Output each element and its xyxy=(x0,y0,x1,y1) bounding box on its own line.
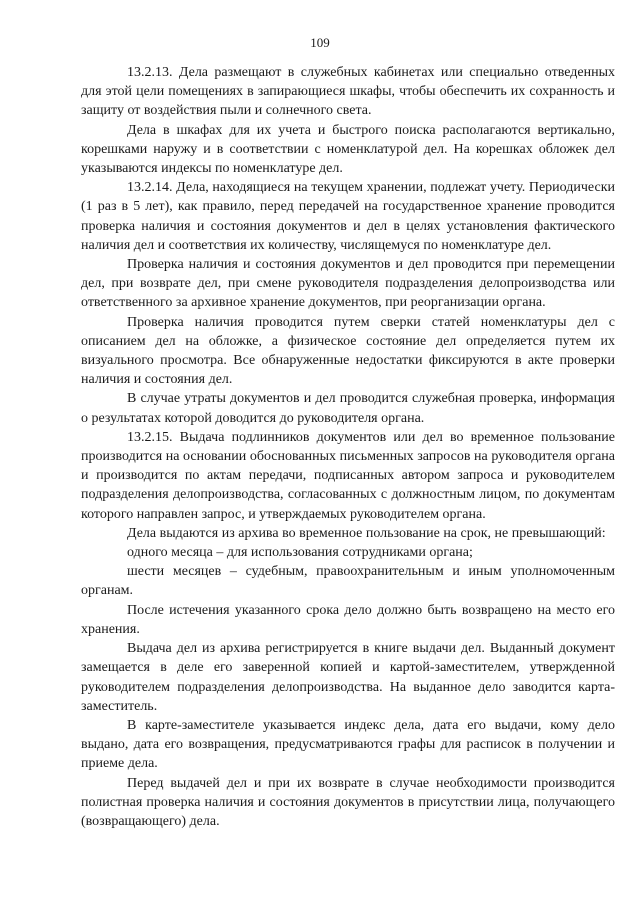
paragraph-shelving: Дела в шкафах для их учета и быстрого поиска располагаются вертикально, корешками наружу и в соответствии с номенклатурой дел. На корешках обложек дел указываются индексы по номенклатуре дел. xyxy=(81,122,615,177)
paragraph-13-2-15: 13.2.15. Выдача подлинников документов или дел во временное пользование производится на основании обоснованных письменных запросов на руководителя органа и производится по актам передачи, подписанных автором запроса и руководителем подразделения делопроизводства, согласованных с должностным лицом, по документам которого направлен запрос, и утверждаемых руководителем органа. xyxy=(81,429,615,522)
paragraph-one-month: одного месяца – для использования сотрудниками органа; xyxy=(127,545,473,561)
document-body xyxy=(81,63,615,831)
paragraph-13-2-14: 13.2.14. Дела, находящиеся на текущем хранении, подлежат учету. Периодически (1 раз в 5 лет), как правило, перед передачей на государственное хранение проводится проверка наличия и состояния документов и дел в целях установления фактического наличия дел и соответствия их количеству, числящемуся по номенклатуре дел. xyxy=(81,180,615,253)
paragraph-check-method: Проверка наличия проводится путем сверки статей номенклатуры дел с описанием дел на обложке, а физическое состояние дел определяется путем их визуального просмотра. Все обнаруженные недостатки фиксируются в акте проверки наличия и состояния дел. xyxy=(81,314,615,388)
paragraph-check-cases: Проверка наличия и состояния документов и дел проводится при перемещении дел, при возврате дел, при смене руководителя подразделения делопроизводства или ответственного за архивное хранение документов, при реорганизации органа. xyxy=(81,257,615,311)
page-number: 109 xyxy=(310,35,330,50)
paragraph-13-2-13: 13.2.13. Дела размещают в служебных кабинетах или специально отведенных для этой цели помещениях в запирающиеся шкафы, чтобы обеспечить их сохранность и защиту от воздействия пыли и солнечного света. xyxy=(81,65,615,119)
paragraph-loan-term: Дела выдаются из архива во временное пользование на срок, не превышающий: xyxy=(127,525,606,541)
paragraph-sheet-check: Перед выдачей дел и при их возврате в случае необходимости производится полистная проверка наличия и состояния документов в присутствии лица, получающего (возвращающего) дела. xyxy=(81,775,615,829)
paragraph-six-months: шести месяцев – судебным, правоохранительным и иным уполномоченным органам. xyxy=(81,564,615,599)
paragraph-return: После истечения указанного срока дело должно быть возвращено на место его хранения. xyxy=(81,602,615,637)
paragraph-registration: Выдача дел из архива регистрируется в книге выдачи дел. Выданный документ замещается в деле его заверенной копией и картой-заместителем, утвержденной руководителем подразделения делопроизводства. На выданное дело заводится карта-заместитель. xyxy=(81,641,615,714)
paragraph-loss: В случае утраты документов и дел проводится служебная проверка, информация о результатах которой доводится до руководителя органа. xyxy=(81,391,615,426)
paragraph-substitute-card: В карте-заместителе указывается индекс дела, дата его выдачи, кому дело выдано, дата его возвращения, предусматриваются графы для расписок в получении и приеме дела. xyxy=(81,717,615,772)
